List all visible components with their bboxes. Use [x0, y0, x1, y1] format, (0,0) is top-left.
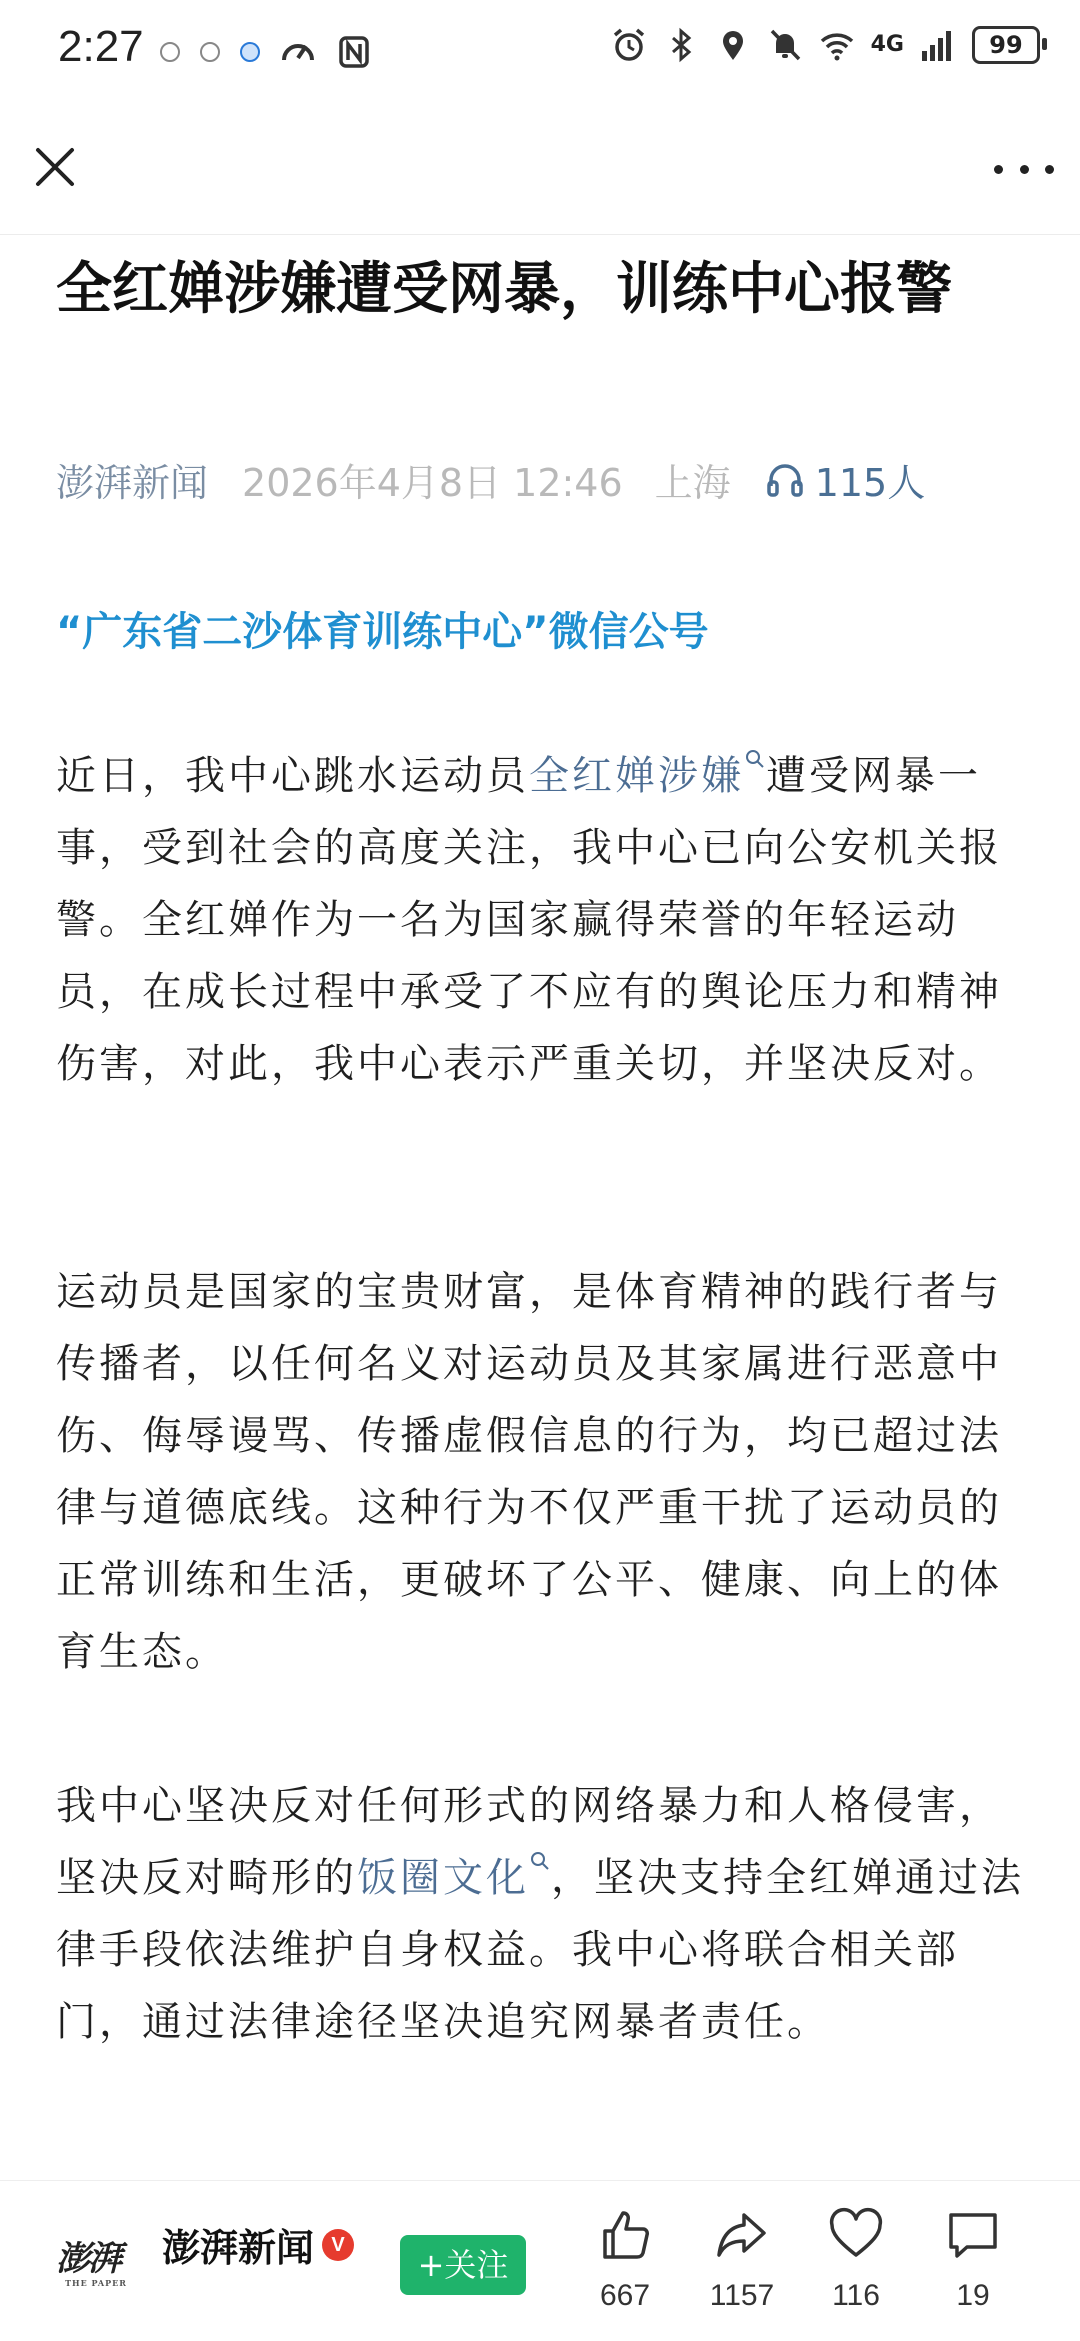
share-button[interactable]	[682, 2207, 802, 2313]
share-icon	[714, 2207, 770, 2263]
article-title: 全红婵涉嫌遭受网暴，训练中心报警	[56, 257, 952, 322]
listen-button[interactable]	[765, 452, 926, 507]
listener-count: 115人	[814, 461, 926, 505]
keyword-link[interactable]	[529, 753, 766, 799]
paragraph-text: 我中心坚决反对任何形式的网络暴力和人格侵害，坚决反对畸形的	[56, 1783, 1002, 1901]
headphones-icon	[765, 460, 805, 500]
bottom-action-bar	[0, 2180, 1080, 2341]
logo-text: 澎湃	[56, 2239, 120, 2279]
logo-subtext: THE PAPER	[65, 2278, 127, 2288]
like-icon	[597, 2207, 653, 2263]
close-icon[interactable]	[28, 140, 82, 194]
paragraph-text: 遭受网暴一事，受到社会的高度关注，我中心已向公安机关报警。全红婵作为一名为国家赢得荣誉的年轻运动员，在成长过程中承受了不应有的舆论压力和精神伤害，对此，我中心表示严重关切，并坚决反对。	[56, 753, 1002, 1087]
speedometer-icon	[280, 34, 316, 70]
paragraph-3	[56, 1770, 1028, 2058]
comment-button[interactable]	[913, 2207, 1033, 2313]
comment-icon	[945, 2207, 1001, 2263]
system-icons	[611, 26, 1040, 64]
search-icon	[529, 1850, 551, 1872]
notification-icons	[160, 34, 372, 70]
source-logo[interactable]	[56, 2231, 136, 2291]
like-count: 667	[599, 2279, 651, 2312]
article-location: 上海	[654, 461, 731, 505]
network-type: 4G	[870, 32, 904, 57]
alarm-icon	[611, 27, 647, 63]
like-button[interactable]	[565, 2207, 685, 2313]
location-icon	[715, 27, 751, 63]
status-time: 2:27	[58, 22, 144, 71]
account-name[interactable]	[162, 2217, 354, 2272]
article-source[interactable]: 澎湃新闻	[56, 461, 209, 505]
article-meta	[56, 452, 925, 507]
paragraph-text: ，坚决支持全红婵通过法律手段依法维护自身权益。我中心将联合相关部门，通过法律途径坚决追究网暴者责任。	[56, 1855, 1024, 2045]
article-date: 2026年4月8日 12:46	[242, 461, 623, 505]
app-notification-icon	[200, 42, 220, 62]
nfc-icon	[336, 34, 372, 70]
keyword-link-text: 全红婵涉嫌	[529, 753, 744, 799]
share-count: 1157	[709, 2279, 775, 2312]
app-notification-icon	[240, 42, 260, 62]
bluetooth-icon	[663, 27, 699, 63]
top-nav-bar	[0, 110, 1080, 235]
favorite-count: 116	[832, 2279, 880, 2312]
search-icon	[744, 748, 766, 770]
mute-icon	[767, 27, 803, 63]
verified-badge: V	[322, 2229, 354, 2261]
paragraph-2: 运动员是国家的宝贵财富，是体育精神的践行者与传播者，以任何名义对运动员及其家属进行恶意中伤、侮辱谩骂、传播虚假信息的行为，均已超过法律与道德底线。这种行为不仅严重干扰了运动员的正常训练和生活，更破坏了公平、健康、向上的体育生态。	[56, 1269, 1002, 1675]
follow-button[interactable]: +关注	[400, 2235, 526, 2295]
keyword-link[interactable]	[357, 1855, 551, 1901]
heart-icon	[828, 2207, 884, 2263]
favorite-button[interactable]	[796, 2207, 916, 2313]
paragraph-text: 近日，我中心跳水运动员	[56, 753, 529, 799]
more-icon[interactable]	[994, 154, 1054, 184]
comment-count: 19	[956, 2279, 990, 2312]
status-bar	[0, 0, 1080, 100]
signal-icon	[920, 27, 956, 63]
article-subhead: “广东省二沙体育训练中心”微信公号	[56, 609, 709, 655]
keyword-link-text: 饭圈文化	[357, 1855, 529, 1901]
paragraph-1	[56, 740, 1028, 1100]
battery-indicator: 99	[972, 26, 1040, 64]
account-name-text: 澎湃新闻	[162, 2226, 315, 2270]
wifi-icon	[819, 27, 855, 63]
app-notification-icon	[160, 42, 180, 62]
